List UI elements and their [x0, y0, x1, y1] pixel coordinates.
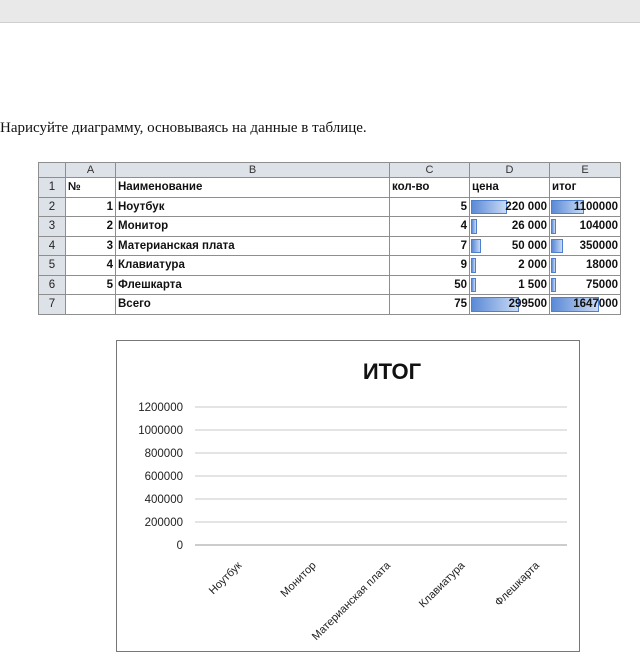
row-header[interactable]: 4 — [39, 236, 66, 256]
table-row — [39, 256, 621, 276]
cell-name[interactable]: Монитор — [116, 217, 390, 237]
data-bar — [471, 239, 481, 254]
data-bar — [471, 219, 477, 234]
col-header-e[interactable]: E — [550, 163, 621, 178]
col-header-c[interactable]: C — [390, 163, 470, 178]
chart-svg — [117, 341, 579, 651]
cell-value: 50 000 — [511, 239, 547, 252]
data-bar — [471, 258, 476, 273]
cell-qty[interactable]: 9 — [390, 256, 470, 276]
col-header-b[interactable]: B — [116, 163, 390, 178]
data-bar — [551, 258, 556, 273]
task-prompt: Нарисуйте диаграмму, основываясь на данные в таблице. — [0, 120, 367, 136]
cell-price[interactable] — [470, 295, 550, 315]
table-row — [39, 295, 621, 315]
y-tick-label: 200000 — [144, 517, 183, 529]
cell-name[interactable]: Материанская плата — [116, 236, 390, 256]
cell-no[interactable]: 5 — [66, 275, 116, 295]
cell-value: 104000 — [579, 220, 618, 233]
cell-total[interactable] — [550, 197, 621, 217]
cell-qty[interactable]: 50 — [390, 275, 470, 295]
cell-header-no[interactable]: № — [66, 178, 116, 198]
row-header[interactable]: 7 — [39, 295, 66, 315]
cell-value: 75000 — [586, 278, 618, 291]
cell-total[interactable] — [550, 236, 621, 256]
row-header[interactable]: 1 — [39, 178, 66, 198]
cell-qty[interactable]: 5 — [390, 197, 470, 217]
row-header[interactable]: 6 — [39, 275, 66, 295]
cell-qty[interactable]: 75 — [390, 295, 470, 315]
cell-value: 1100000 — [573, 200, 618, 213]
x-tick-label: Материанская плата — [309, 559, 394, 643]
cell-no[interactable]: 4 — [66, 256, 116, 276]
chart-title: ИТОГ — [362, 359, 422, 384]
x-tick-label: Монитор — [278, 559, 319, 600]
cell-value: 26 000 — [511, 220, 547, 233]
cell-price[interactable] — [470, 236, 550, 256]
x-tick-label: Клавиатура — [416, 559, 468, 611]
cell-value: 299500 — [508, 298, 547, 311]
cell-header-qty[interactable]: кол-во — [390, 178, 470, 198]
y-tick-label: 600000 — [144, 471, 183, 483]
cell-price[interactable] — [470, 256, 550, 276]
cell-no[interactable] — [66, 295, 116, 315]
cell-total[interactable] — [550, 275, 621, 295]
y-tick-label: 1000000 — [138, 425, 183, 437]
cell-value: 220 000 — [505, 200, 547, 213]
data-bar — [471, 200, 507, 215]
cell-no[interactable]: 1 — [66, 197, 116, 217]
row-header[interactable]: 3 — [39, 217, 66, 237]
col-header-d[interactable]: D — [470, 163, 550, 178]
cell-qty[interactable]: 7 — [390, 236, 470, 256]
cell-name[interactable]: Флешкарта — [116, 275, 390, 295]
cell-price[interactable] — [470, 275, 550, 295]
cell-no[interactable]: 2 — [66, 217, 116, 237]
y-tick-label: 0 — [176, 540, 183, 552]
cell-header-price[interactable]: цена — [470, 178, 550, 198]
y-tick-label: 400000 — [144, 494, 183, 506]
y-tick-label: 1200000 — [138, 402, 183, 414]
top-bar — [0, 0, 640, 23]
cell-value: 350000 — [579, 239, 618, 252]
cell-price[interactable] — [470, 197, 550, 217]
data-bar — [551, 219, 556, 234]
table-row — [39, 275, 621, 295]
cell-total[interactable] — [550, 256, 621, 276]
cell-no[interactable]: 3 — [66, 236, 116, 256]
cell-total[interactable] — [550, 295, 621, 315]
sheet-corner[interactable] — [39, 163, 66, 178]
cell-value: 1 500 — [518, 278, 547, 291]
table-row — [39, 217, 621, 237]
row-header[interactable]: 2 — [39, 197, 66, 217]
data-bar — [551, 239, 563, 254]
cell-price[interactable] — [470, 217, 550, 237]
cell-total[interactable] — [550, 217, 621, 237]
data-bar — [551, 278, 556, 293]
chart-area[interactable] — [116, 340, 580, 652]
cell-header-name[interactable]: Наименование — [116, 178, 390, 198]
row-header[interactable]: 5 — [39, 256, 66, 276]
x-tick-label: Ноутбук — [206, 559, 245, 598]
table-row — [39, 197, 621, 217]
cell-qty[interactable]: 4 — [390, 217, 470, 237]
spreadsheet-table — [38, 162, 621, 315]
cell-value: 1647000 — [573, 298, 618, 311]
cell-name[interactable]: Клавиатура — [116, 256, 390, 276]
cell-value: 18000 — [586, 259, 618, 272]
cell-header-total[interactable]: итог — [550, 178, 621, 198]
y-tick-label: 800000 — [144, 448, 183, 460]
cell-name[interactable]: Ноутбук — [116, 197, 390, 217]
table-row — [39, 236, 621, 256]
cell-name[interactable]: Всего — [116, 295, 390, 315]
cell-value: 2 000 — [518, 259, 547, 272]
data-bar — [471, 278, 476, 293]
col-header-a[interactable]: A — [66, 163, 116, 178]
x-tick-label: Флешкарта — [492, 559, 542, 609]
